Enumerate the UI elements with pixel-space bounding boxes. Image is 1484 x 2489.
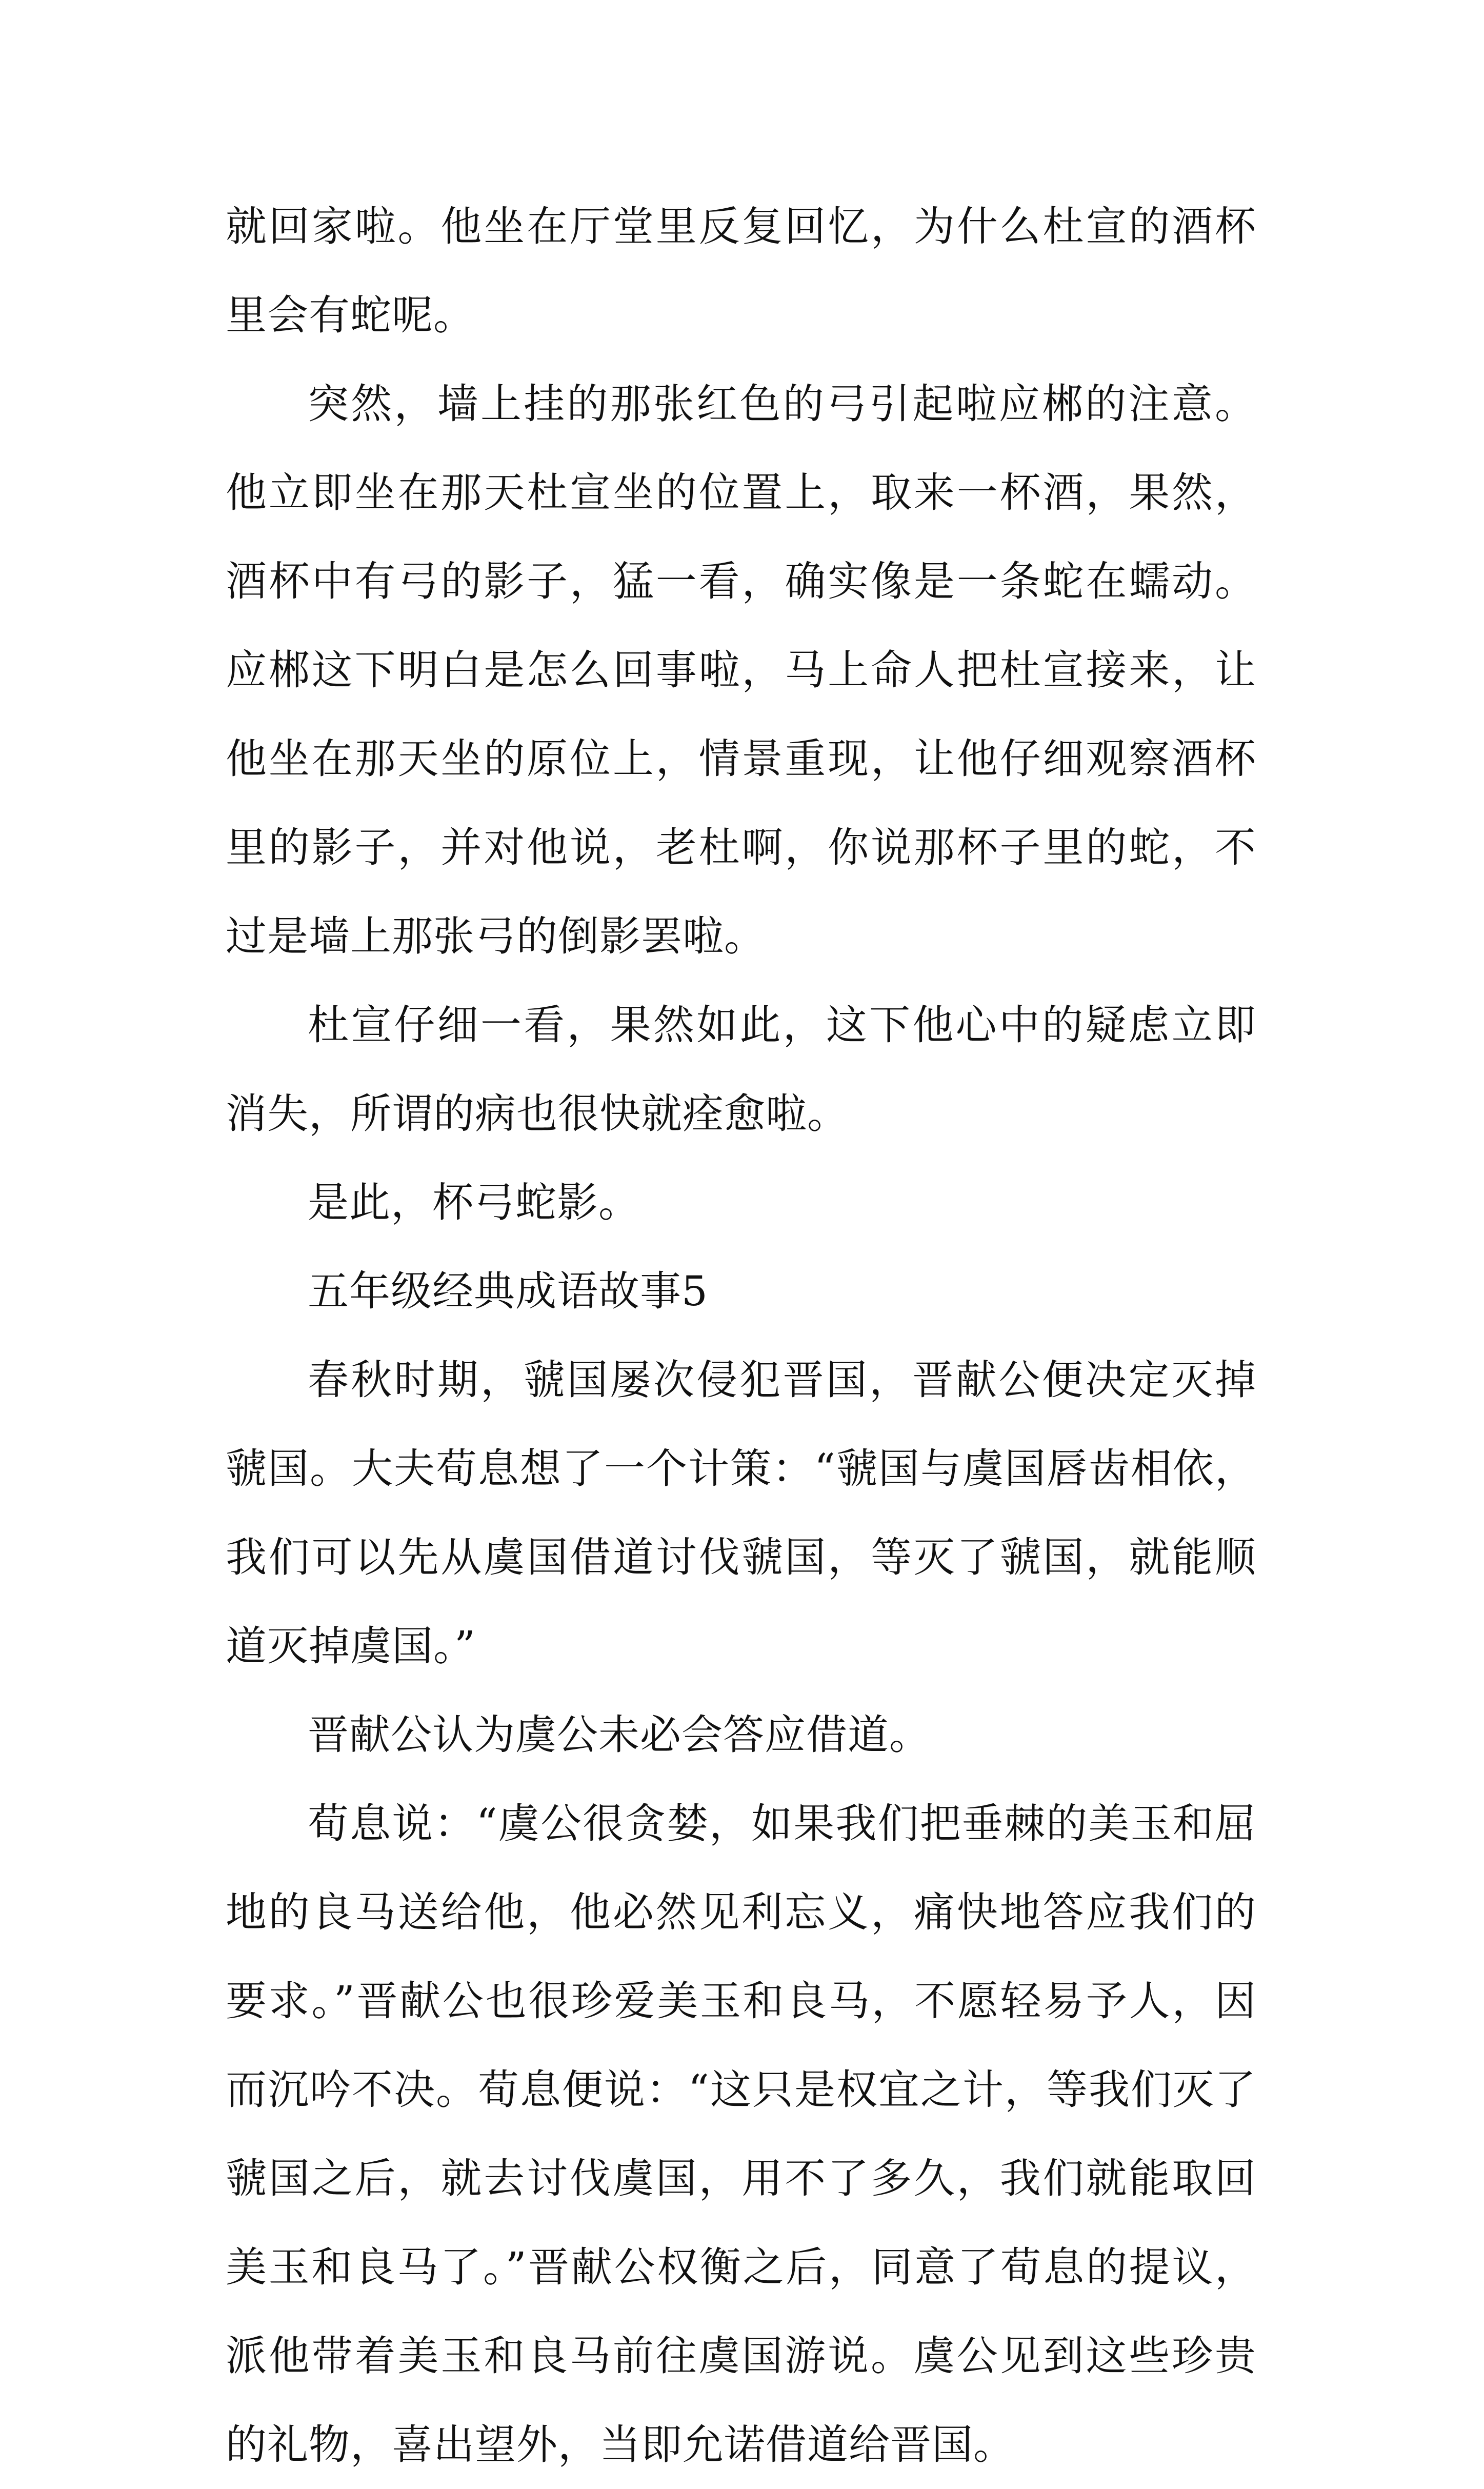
paragraph-1: 就回家啦。他坐在厅堂里反复回忆，为什么杜宣的酒杯里会有蛇呢。 [226,203,1256,339]
paragraph-4: 是此，杯弓蛇影。 [308,1179,640,1226]
paragraph-3: 杜宣仔细一看，果然如此，这下他心中的疑虑立即消失，所谓的病也很快就痊愈啦。 [226,1001,1256,1138]
paragraph-7: 荀息说：“虞公很贪婪，如果我们把垂棘的美玉和屈地的良马送给他，他必然见利忘义，痛快地答应我们的要求。”晋献公也很珍爱美玉和良马，不愿轻易予人，因而沉吟不决。荀息便说：“这只是权宜之计，等我们灭了虢国之后，就去讨伐虞国，用不了多久，我们就能取回美玉和良马了。”晋献公权衡之后，同意了荀息的提议，派他带着美玉和良马前往虞国游说。虞公见到这些珍贵的礼物，喜出望外，当即允诺借道给晋国。 [226,1800,1256,2468]
paragraph-5: 春秋时期，虢国屡次侵犯晋国，晋献公便决定灭掉虢国。大夫荀息想了一个计策：“虢国与虞国唇齿相依，我们可以先从虞国借道讨伐虢国，等灭了虢国，就能顺道灭掉虞国。” [226,1356,1256,1670]
paragraph-6: 晋献公认为虞公未必会答应借道。 [308,1711,931,1759]
section-heading: 五年级经典成语故事5 [308,1267,708,1315]
paragraph-2: 突然，墙上挂的那张红色的弓引起啦应郴的注意。他立即坐在那天杜宣坐的位置上，取来一杯酒，果然，酒杯中有弓的影子，猛一看，确实像是一条蛇在蠕动。应郴这下明白是怎么回事啦，马上命人把杜宣接来，让他坐在那天坐的原位上，情景重现，让他仔细观察酒杯里的影子，并对他说，老杜啊，你说那杯子里的蛇，不过是墙上那张弓的倒影罢啦。 [226,380,1256,960]
document-body [226,182,1256,2489]
